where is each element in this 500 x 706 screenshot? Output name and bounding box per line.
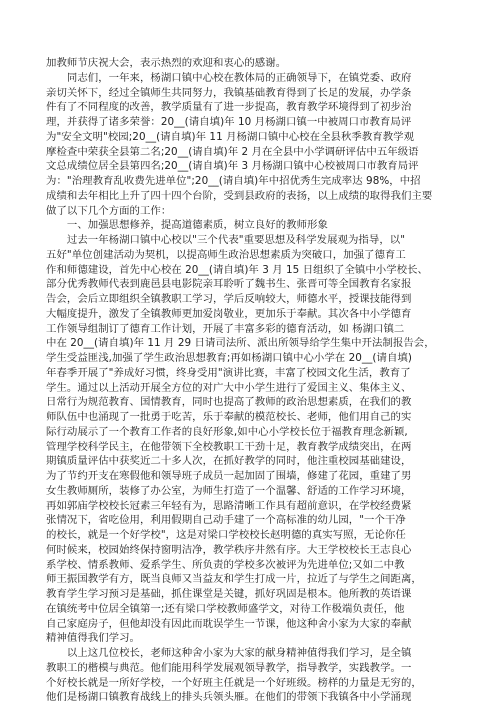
text-line: 际行动展示了一个教育工作者的良好形象,如中心小学校长位于福教育理念新颖,: [46, 425, 408, 438]
text-line: 大幅度提升，激发了全镇教师更加爱岗敬业，更加乐于奉献。其次各中小学德育: [46, 307, 412, 320]
text-line: 师队伍中也涌现了一批勇于吃苦，乐于奉献的模范校长、老师，他们用自己的实: [46, 411, 412, 423]
text-line: 部分优秀教师代表到鹿邑县电影院亲耳聆听了魏书生、张晋可等全国教育名家报: [46, 278, 412, 291]
text-line: 加教师节庆祝大会，表示热烈的欢迎和衷心的感谢。: [46, 57, 287, 69]
text-line: 以上这几位校长，老师这种舍小家为大家的献身精神值得我们学习，是全镇: [46, 647, 412, 659]
text-line: 个好校长就是一所好学校，一个好班主任就是一个好班级。榜样的力量是无穷的，: [46, 676, 422, 689]
text-line: 再如郭庙学校校长冠素三年轻有为，思路清晰工作具有超前意识，在学校经费紧: [46, 499, 412, 512]
text-line: 张情况下，省吃俭用，利用假期自己动手建了一个高标准的幼儿园，"一个干净: [46, 514, 406, 527]
text-line: 精神值得我们学习。: [46, 632, 140, 645]
text-line: 管理学校科学民主，在他带领下全校教职工干劲十足，教育教学成绩突出，在两: [46, 440, 412, 453]
text-line: 学生。通过以上活动开展全方位的对广大中小学生进行了爱国主义、集体主义、: [46, 381, 412, 394]
text-line: 过去一年杨湖口镇中心校以"三个代表"重要思想及科学发展观为指导，以": [46, 234, 406, 246]
text-line: 摩检查中荣获全县第二名;20__(请自填)年 2 月在全县中小学调研评估中五年级语: [46, 145, 419, 158]
text-line: 期镇质量评估中获奖近二十多人次，在抓好教学的同时，他注重校园基础建设，: [46, 455, 412, 468]
text-line: 教育学生学习预习是基础，抓住课堂是关键，抓好巩固是根本。他所教的英语课: [46, 588, 412, 600]
text-line: 何时候来，校园始终保持窗明洁净，教学秩序井然有序。大王学校校长王志良心: [46, 543, 412, 556]
text-line: 告会，会后立即组织全镇教职工学习，学后反响较大，师德水平，授课技能得到: [46, 293, 412, 305]
text-line: 亲切关怀下，经过全镇师生共同努力，我镇基础教育得到了长足的发展，办学条: [46, 86, 412, 99]
text-line: 自己家庭房子，但他却没有因此而耽误学生一节课，他这种舍小家为大家的奉献: [46, 617, 412, 630]
text-line: 文总成绩位居全县第四名;20__(请自填)年 3 月杨湖口镇中心校被周口市教育局评: [46, 160, 419, 173]
text-line: 五好"单位创建活动为契机，以提高师生政治思想素质为突破口，加强了德育工: [46, 248, 406, 261]
text-line: 工作领导组制订了德育工作计划，开展了丰富多彩的德育活动，如 杨湖口镇二: [46, 322, 405, 335]
text-line: 为"安全文明"校园;20__(请自填)年 11 月杨湖口镇中心校在全县秋季教育教学观: [46, 130, 415, 143]
text-line: 为："治理教育乱收费先进单位";20__(请自填)年中招优秀生完成率达 98%，中招: [46, 175, 421, 187]
section-heading: 一、加强思想修养，提高道德素质，树立良好的教师形象: [46, 219, 328, 232]
text-line: 日常行为规范教育、国情教育，同时也提高了教师的政治思想素质，在我们的教: [46, 396, 412, 409]
text-line: 的校长，就是一个好学校"，这是对梁口学校校长赵明德的真实写照，无论你任: [46, 529, 406, 541]
text-line: 件有了不同程度的改善，教学质量有了进一步提高，教育教学环境得到了初步治: [46, 101, 412, 114]
text-line: 成绩和去年相比上升了四十四个台阶，受到县政府的表扬，以上成绩的取得我们主要: [46, 189, 433, 202]
text-line: 教职工的楷模与典范。他们能用科学发展观领导教学，指导教学，实践教学。一: [46, 661, 412, 674]
text-line: 中在 20__(请自填)年 11 月 29 日请司法所、派出所领导给学生集中开法制报告会，: [46, 337, 435, 350]
text-line: 理，并获得了诸多荣誉：20__(请自填)年 10 月杨湖口镇一中被周口市教育局评: [46, 116, 412, 128]
text-line: 做了以下几个方面的工作：: [46, 204, 172, 217]
text-line: 作和师德建设，首先中心校在 20__(请自填)年 3 月 15 日组织了全镇中小学校长、: [46, 263, 428, 276]
text-line: 年春季开展了"养成好习惯，终身受用"演讲比赛，丰富了校园文化生活，教育了: [46, 366, 411, 379]
text-line: 为了节约开支在寒假他和领导班子成员一起加固了围墙，修建了花园，重建了男: [46, 470, 412, 482]
text-line: 女生教师厕所，装修了办公室，为师生打造了一个温馨、舒适的工作学习环境，: [46, 484, 412, 497]
text-line: 系学校、情系教师、爱系学生、所负责的学校多次被评为先进单位;又如二中教: [46, 558, 405, 571]
text-line: 学生受益匪浅,加强了学生政治思想教育;再如杨湖口镇中心小学在 20__(请自填): [46, 352, 412, 364]
text-line: 师王振国教学有方，既当良师又当益友和学生打成一片，拉近了与学生之间距离，: [46, 573, 422, 586]
text-line: 同志们，一年来，杨湖口镇中心校在教体局的正确领导下，在镇党委、政府: [46, 71, 412, 84]
text-line: 在镇统考中位居全镇第一;还有梁口学校教师盛学文，对待工作极端负责任，他: [46, 602, 405, 615]
text-line: 他们是杨湖口镇教育战线上的排头兵领头雁。在他们的带领下我镇各中小学涌现: [46, 691, 412, 704]
